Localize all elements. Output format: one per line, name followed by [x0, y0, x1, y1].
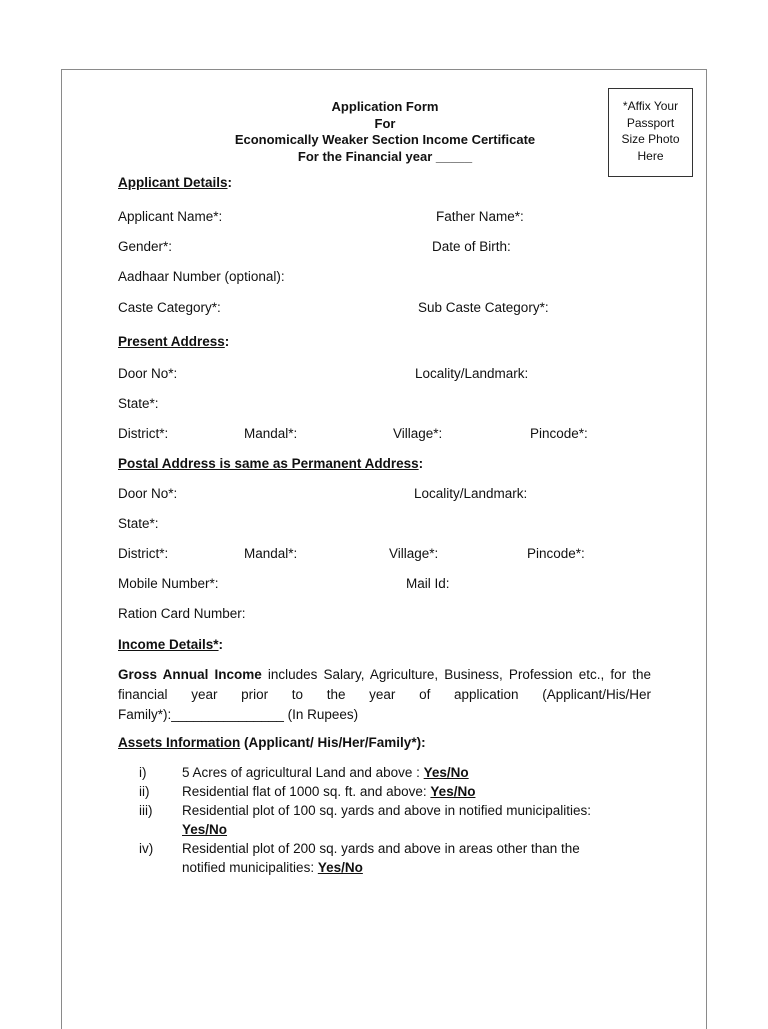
present-locality-label: Locality/Landmark:	[415, 366, 529, 381]
mail-label: Mail Id:	[406, 576, 450, 591]
heading-colon: :	[224, 334, 230, 349]
photo-box-line: Passport	[626, 115, 675, 130]
heading-colon: :	[418, 456, 424, 471]
list-item-label: Residential plot of 200 sq. yards and above in areas other than the	[182, 841, 580, 856]
list-item-text	[182, 763, 469, 782]
postal-district-label: District*:	[118, 546, 169, 561]
heading-colon: :	[218, 637, 224, 652]
form-subtitle: Economically Weaker Section Income Certificate	[234, 132, 536, 147]
postal-locality-label: Locality/Landmark:	[414, 486, 528, 501]
mobile-label: Mobile Number*:	[118, 576, 219, 591]
present-village-label: Village*:	[393, 426, 443, 441]
income-text: includes Salary, Agriculture, Business, Profession etc., for the financial year prior to the year of application (Applicant/His/Her Family*):_______________ (In Rupees)	[118, 667, 651, 722]
postal-pincode-label: Pincode*:	[527, 546, 585, 561]
section-heading-applicant	[118, 175, 232, 191]
list-item-text	[182, 782, 475, 801]
postal-village-label: Village*:	[389, 546, 439, 561]
section-heading-text: Postal Address is same as Permanent Address	[118, 456, 419, 471]
section-heading-assets	[118, 735, 426, 751]
list-item-number: ii)	[139, 784, 150, 799]
dob-label: Date of Birth:	[432, 239, 511, 254]
caste-label: Caste Category*:	[118, 300, 221, 315]
heading-colon: :	[227, 175, 233, 190]
photo-box-line: *Affix Your	[622, 99, 679, 113]
photo-box-line: Here	[637, 148, 664, 163]
yes-no-choice[interactable]: Yes/No	[423, 765, 469, 780]
present-door-label: Door No*:	[118, 366, 178, 381]
yes-no-choice[interactable]: Yes/No	[317, 860, 363, 875]
section-heading-text: Assets Information	[118, 735, 241, 750]
yes-no-choice[interactable]: Yes/No	[430, 784, 476, 799]
father-name-label: Father Name*:	[436, 209, 524, 224]
section-heading-present-address	[118, 334, 229, 350]
section-heading-text: Present Address	[118, 334, 225, 349]
heading-rest: (Applicant/ His/Her/Family*):	[240, 735, 426, 750]
aadhaar-label: Aadhaar Number (optional):	[118, 269, 285, 284]
postal-door-label: Door No*:	[118, 486, 178, 501]
applicant-name-label: Applicant Name*:	[118, 209, 223, 224]
list-item-label: 5 Acres of agricultural Land and above :	[182, 765, 424, 780]
section-heading-text: Income Details*	[118, 637, 219, 652]
list-item-label: Residential plot of 100 sq. yards and above in notified municipalities:	[182, 803, 591, 818]
list-item-number: iii)	[139, 803, 153, 818]
list-item-number: i)	[139, 765, 147, 780]
list-item-text	[182, 858, 363, 877]
postal-mandal-label: Mandal*:	[244, 546, 298, 561]
gender-label: Gender*:	[118, 239, 173, 254]
present-district-label: District*:	[118, 426, 169, 441]
form-title-for: For	[374, 116, 396, 131]
income-bold-lead: Gross Annual Income	[118, 667, 262, 682]
section-heading-income	[118, 637, 223, 653]
subcaste-label: Sub Caste Category*:	[418, 300, 549, 315]
yes-no-choice[interactable]: Yes/No	[182, 822, 228, 837]
ration-card-label: Ration Card Number:	[118, 606, 246, 621]
list-item-number: iv)	[139, 841, 154, 856]
form-title: Application Form	[331, 99, 439, 114]
section-heading-text: Applicant Details	[118, 175, 228, 190]
photo-box[interactable]	[608, 88, 693, 177]
present-state-label: State*:	[118, 396, 159, 411]
income-paragraph	[118, 665, 651, 725]
present-pincode-label: Pincode*:	[530, 426, 588, 441]
present-mandal-label: Mandal*:	[244, 426, 298, 441]
section-heading-postal-address	[118, 456, 423, 472]
list-item-label: Residential flat of 1000 sq. ft. and above:	[182, 784, 431, 799]
list-item-label: notified municipalities:	[182, 860, 318, 875]
postal-state-label: State*:	[118, 516, 159, 531]
photo-box-line: Size Photo	[621, 132, 680, 146]
financial-year-line[interactable]: For the Financial year _____	[297, 149, 473, 164]
